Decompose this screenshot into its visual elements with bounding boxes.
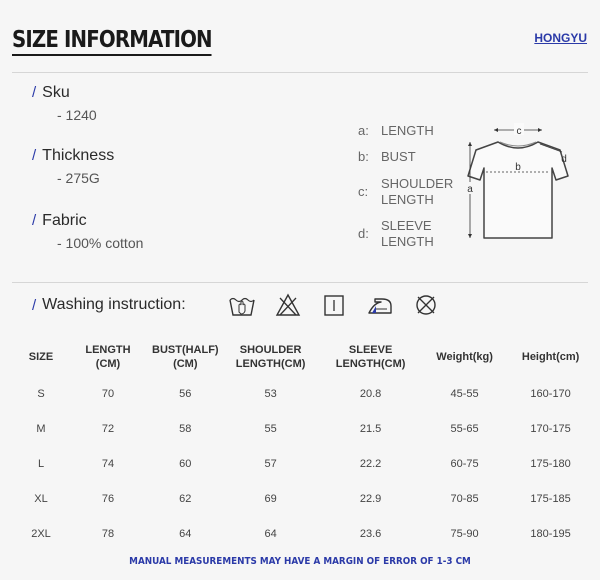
table-cell: 22.2 (359, 457, 382, 470)
table-cell: 64 (179, 527, 192, 540)
col-header: SHOULDER LENGTH(CM) (235, 344, 306, 370)
measurement-footnote: MANUAL MEASUREMENTS MAY HAVE A MARGIN OF ERROR OF 1-3 CM (129, 556, 471, 567)
table-cell: 21.5 (359, 422, 382, 435)
legend-key: b: (358, 149, 369, 164)
table-cell: 60-75 (450, 457, 479, 470)
table-cell: L (37, 457, 45, 470)
table-cell: 62 (179, 492, 192, 505)
table-cell: 70-85 (450, 492, 479, 505)
table-cell: 55 (264, 422, 277, 435)
table-cell: 2XL (31, 527, 51, 540)
legend-row (358, 218, 434, 250)
measure-label-d: d (561, 154, 567, 165)
legend-key: c: (358, 184, 369, 199)
top-divider (12, 72, 588, 73)
table-cell: 78 (101, 527, 115, 540)
tshirt-outline (468, 142, 568, 238)
spec-value: - 100% cotton (57, 235, 144, 251)
table-cell: 75-90 (450, 527, 479, 540)
table-cell: 69 (264, 492, 277, 505)
spec-label: Fabric (42, 212, 87, 229)
col-header: SIZE (28, 351, 54, 363)
legend-row (358, 123, 434, 139)
measure-label-a: a (467, 184, 473, 195)
table-cell: 60 (179, 457, 192, 470)
header (0, 0, 600, 72)
hand-wash-icon (228, 292, 256, 318)
table-cell: 175-185 (530, 492, 571, 505)
spec-label: Sku (42, 84, 70, 101)
tshirt-diagram (458, 118, 576, 246)
slash-mark: / (32, 212, 37, 229)
legend-desc: SLEEVE LENGTH (381, 218, 434, 249)
legend-key: d: (358, 226, 369, 241)
table-cell: 20.8 (359, 387, 382, 400)
spec-label: Thickness (42, 147, 115, 164)
tumble-dry-icon (320, 292, 348, 318)
legend-desc: SHOULDER LENGTH (381, 176, 454, 207)
brand-link[interactable]: HONGYU (534, 31, 587, 45)
table-cell: S (37, 387, 45, 400)
arrow-right (538, 128, 542, 132)
legend-row (358, 149, 416, 165)
arrow-left (494, 128, 498, 132)
col-header: BUST(HALF) (CM) (152, 344, 219, 370)
table-cell: 57 (264, 457, 277, 470)
table-cell: 23.6 (359, 527, 382, 540)
arrow-bottom (468, 234, 472, 238)
table-cell: XL (34, 492, 48, 505)
table-cell: 160-170 (530, 387, 571, 400)
legend-row (358, 176, 453, 208)
legend-desc: BUST (381, 149, 416, 164)
page-title: SIZE INFORMATION (12, 26, 212, 56)
table-row (18, 516, 591, 551)
spec-value: - 275G (57, 170, 100, 186)
iron-icon (366, 292, 394, 318)
col-header: Height(cm) (521, 351, 580, 363)
slash-mark: / (32, 147, 37, 164)
table-cell: 70 (101, 387, 115, 400)
slash-mark: / (32, 84, 37, 101)
table-cell: M (36, 422, 46, 435)
table-cell: 56 (179, 387, 192, 400)
legend-key: a: (358, 123, 369, 138)
spec-thickness (32, 147, 114, 186)
col-header: Weight(kg) (436, 351, 493, 363)
table-cell: 64 (264, 527, 277, 540)
table-cell: 180-195 (530, 527, 571, 540)
spec-sku (32, 84, 97, 123)
table-row (18, 376, 591, 411)
table-row (18, 446, 591, 481)
no-bleach-icon (274, 292, 302, 318)
spec-value: - 1240 (57, 107, 97, 123)
table-cell: 45-55 (450, 387, 479, 400)
washing-instruction (32, 296, 186, 314)
care-icons (228, 292, 458, 318)
table-cell: 74 (101, 457, 115, 470)
no-dry-clean-icon (412, 292, 440, 318)
table-cell: 22.9 (359, 492, 382, 505)
col-header: SLEEVE LENGTH(CM) (335, 344, 406, 370)
size-table (18, 338, 591, 551)
col-header: LENGTH (CM) (85, 344, 131, 370)
table-header-row (18, 338, 591, 376)
measure-label-c: c (516, 126, 522, 137)
table-cell: 55-65 (450, 422, 479, 435)
table-cell: 58 (179, 422, 192, 435)
table-cell: 53 (264, 387, 277, 400)
table-cell: 72 (101, 422, 115, 435)
table-cell: 76 (101, 492, 115, 505)
legend-desc: LENGTH (381, 123, 434, 138)
measure-label-b: b (515, 162, 521, 173)
table-row (18, 411, 591, 446)
slash-mark: / (32, 296, 37, 314)
washing-label: Washing instruction: (42, 296, 186, 313)
arrow-top (468, 142, 472, 146)
mid-divider (12, 282, 588, 283)
table-cell: 175-180 (530, 457, 571, 470)
table-row (18, 481, 591, 516)
table-cell: 170-175 (530, 422, 571, 435)
spec-fabric (32, 212, 143, 251)
